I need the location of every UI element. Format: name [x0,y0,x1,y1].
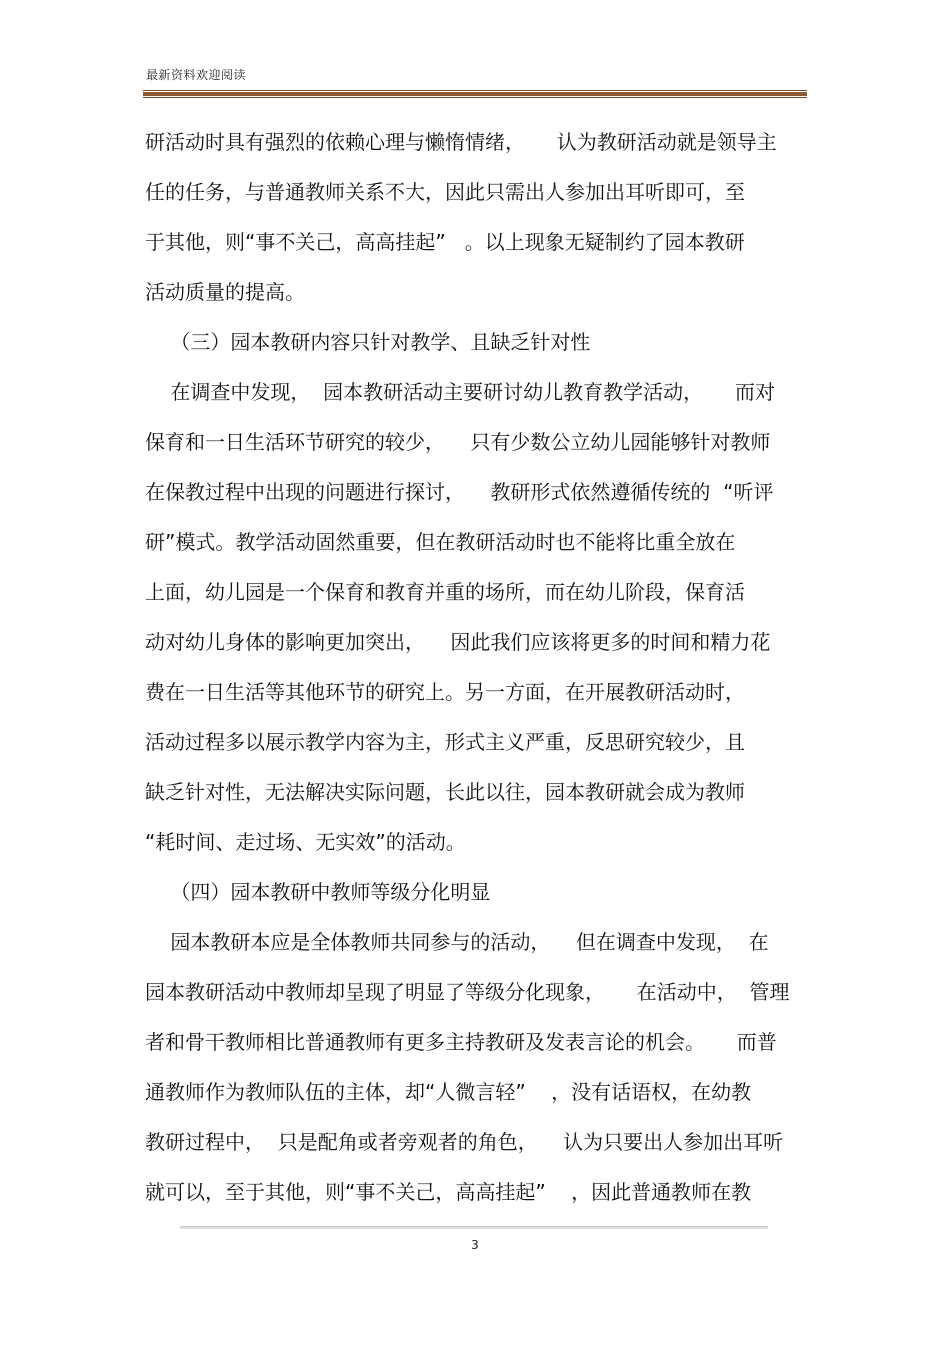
text-line: 动对幼儿身体的影响更加突出， 因此我们应该将更多的时间和精力花 [145,630,771,654]
text-line: 活动过程多以展示教学内容为主，形式主义严重，反思研究较少，且 [145,730,745,754]
header-title: 最新资料欢迎阅读 [146,68,247,82]
text-line: 费在一日生活等其他环节的研究上。另一方面，在开展教研活动时， [145,680,745,704]
text-line: 缺乏针对性，无法解决实际问题，长此以往，园本教研就会成为教师 [145,780,745,804]
text-line: 在保教过程中出现的问题进行探讨， 教研形式依然遵循传统的 “听评 [145,480,774,504]
text-line: 保育和一日生活环节研究的较少， 只有少数公立幼儿园能够针对教师 [145,430,771,454]
section-heading: （三）园本教研内容只针对教学、且缺乏针对性 [145,330,591,354]
text-line: 者和骨干教师相比普通教师有更多主持教研及发表言论的机会。 而普 [145,1030,777,1054]
text-line: 教研过程中， 只是配角或者旁观者的角色， 认为只要出人参加出耳听 [145,1130,784,1154]
section-heading: （四）园本教研中教师等级分化明显 [145,880,491,904]
text-line: 研”模式。教学活动固然重要，但在教研活动时也不能将比重全放在 [145,530,736,554]
text-line: 园本教研活动中教师却呈现了明显了等级分化现象， 在活动中， 管理 [145,980,790,1004]
text-line: 活动质量的提高。 [145,280,305,304]
text-line: “耗时间、走过场、无实效”的活动。 [145,830,466,854]
text-line: 通教师作为教师队伍的主体，却“人微言轻” ，没有话语权，在幼教 [145,1080,752,1104]
footer-rule [180,1226,768,1229]
text-line: 研活动时具有强烈的依赖心理与懒惰情绪， 认为教研活动就是领导主 [145,130,777,154]
header-rule [143,90,807,98]
text-line: 于其他，则“事不关己，高高挂起” 。以上现象无疑制约了园本教研 [145,230,745,254]
text-line: 在调查中发现， 园本教研活动主要研讨幼儿教育教学活动， 而对 [145,380,775,404]
text-line: 园本教研本应是全体教师共同参与的活动， 但在调查中发现， 在 [145,930,769,954]
text-line: 任的任务，与普通教师关系不大，因此只需出人参加出耳听即可，至 [145,180,745,204]
page-number: 3 [471,1238,479,1252]
text-line: 就可以，至于其他，则“事不关己，高高挂起” ，因此普通教师在教 [145,1180,752,1204]
text-line: 上面，幼儿园是一个保育和教育并重的场所，而在幼儿阶段，保育活 [145,580,745,604]
